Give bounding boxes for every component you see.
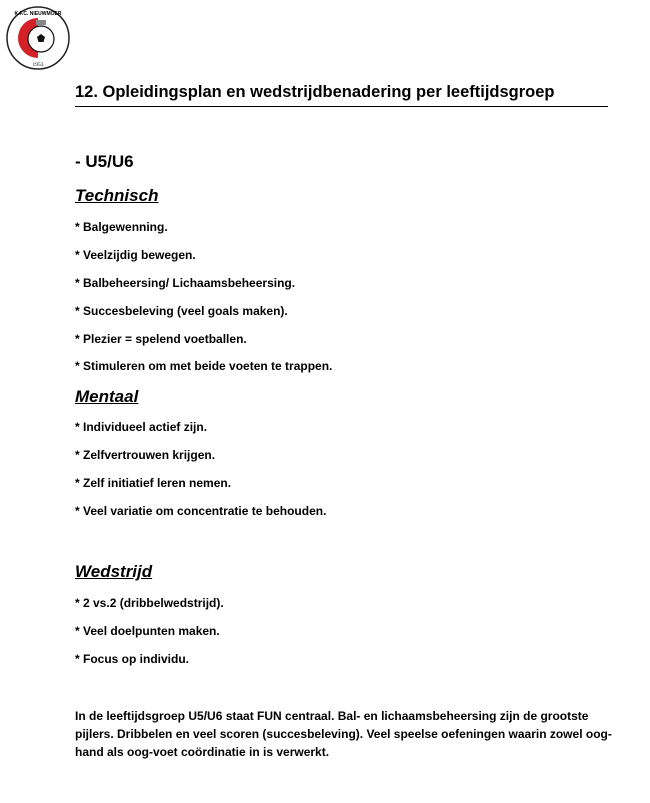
section-heading-technisch: Technisch <box>75 186 159 205</box>
club-logo <box>6 6 70 70</box>
section-heading-mentaal: Mentaal <box>75 387 139 406</box>
list-item: * Veel variatie om concentratie te behouden. <box>75 504 327 518</box>
list-item: * Balgewenning. <box>75 220 168 234</box>
list-item: * Individueel actief zijn. <box>75 420 208 434</box>
page-title: 12. Opleidingsplan en wedstrijdbenadering per leeftijdsgroep <box>75 83 555 101</box>
age-group-heading: - U5/U6 <box>75 152 134 171</box>
list-item: * Focus op individu. <box>75 652 189 666</box>
section-heading-wedstrijd: Wedstrijd <box>75 562 153 581</box>
list-item: * 2 vs.2 (dribbelwedstrijd). <box>75 596 224 610</box>
list-item: * Zelf initiatief leren nemen. <box>75 476 232 490</box>
list-item: * Succesbeleving (veel goals maken). <box>75 304 288 318</box>
svg-text:K.F.C. NIEUWMOER: K.F.C. NIEUWMOER <box>14 11 62 17</box>
list-item: * Stimuleren om met beide voeten te trappen. <box>75 359 333 373</box>
svg-text:1953: 1953 <box>32 62 44 68</box>
list-item: * Veelzijdig bewegen. <box>75 248 196 262</box>
list-item: * Veel doelpunten maken. <box>75 624 220 638</box>
title-rule <box>75 106 608 107</box>
list-item: * Balbeheersing/ Lichaamsbeheersing. <box>75 276 296 290</box>
list-item: * Plezier = spelend voetballen. <box>75 332 247 346</box>
list-item: * Zelfvertrouwen krijgen. <box>75 448 216 462</box>
summary-paragraph: In de leeftijdsgroep U5/U6 staat FUN centraal. Bal- en lichaamsbeheersing zijn de grootste pijlers. Dribbelen en veel scoren (succesbeleving). Veel speelse oefeningen waarin zowel oog-hand als oog-voet coördinatie in is verwerkt. <box>75 709 612 759</box>
